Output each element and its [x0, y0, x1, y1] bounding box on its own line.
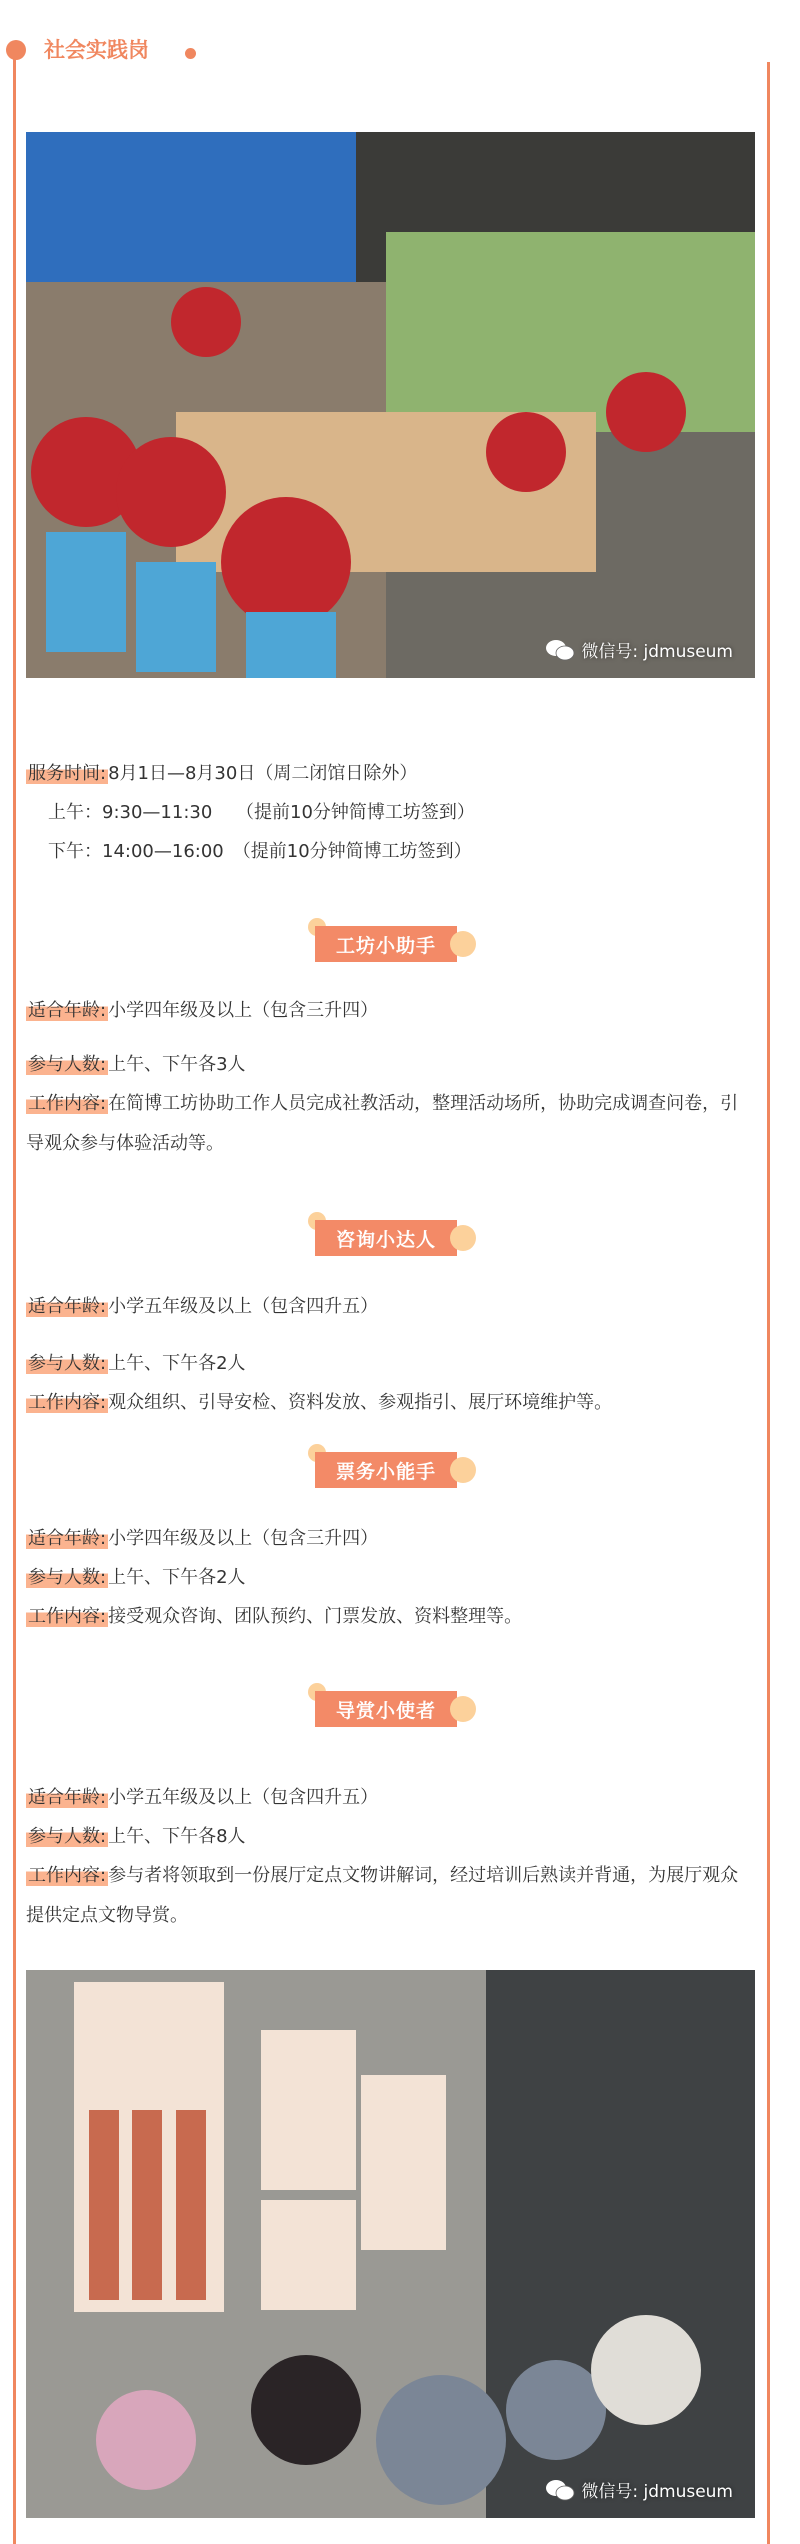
photo-exhibition: [26, 1970, 755, 2518]
role-tag-ticket-helper: [308, 1444, 473, 1488]
watermark: [545, 637, 733, 662]
role-age-line: [26, 1527, 756, 1551]
age-value: 小学五年级及以上（包含四升五）: [108, 1296, 379, 1317]
role-work-line: [26, 1856, 756, 1936]
role-count-line: [26, 1352, 756, 1376]
age-value: 小学四年级及以上（包含三升四）: [108, 1000, 379, 1021]
service-time-dates: 8月1日—8月30日（周二闭馆日除外）: [108, 763, 418, 784]
role-tag-consult-expert: [308, 1212, 473, 1256]
count-value: 上午、下午各2人: [108, 1567, 246, 1588]
title-dot-right: [185, 48, 196, 59]
count-label: 参与人数:: [28, 1567, 107, 1588]
count-value: 上午、下午各8人: [108, 1826, 246, 1847]
watermark-text: 微信号: jdmuseum: [581, 2482, 733, 2502]
count-label: 参与人数:: [28, 1353, 107, 1374]
left-border-line: [13, 58, 16, 2544]
section-title: 社会实践岗: [44, 38, 149, 62]
role-age-line: [26, 999, 756, 1023]
role-tag-label: 导赏小使者: [315, 1691, 457, 1727]
work-label: 工作内容:: [28, 1093, 107, 1114]
age-value: 小学五年级及以上（包含四升五）: [108, 1787, 379, 1808]
role-age-line: [26, 1295, 756, 1319]
role-work-line: [26, 1391, 756, 1415]
wechat-icon: [545, 2479, 575, 2501]
title-dot-left: [6, 40, 26, 60]
role-count-line: [26, 1825, 756, 1849]
right-border-line: [767, 62, 770, 2544]
role-count-line: [26, 1566, 756, 1590]
age-label: 适合年龄:: [28, 1787, 107, 1808]
role-tag-label: 咨询小达人: [315, 1220, 457, 1256]
age-label: 适合年龄:: [28, 1528, 107, 1549]
work-value: 在简博工坊协助工作人员完成社教活动，整理活动场所，协助完成调查问卷，引导观众参与体验活动等。: [26, 1093, 739, 1154]
work-value: 参与者将领取到一份展厅定点文物讲解词，经过培训后熟读并背通，为展厅观众提供定点文物导赏。: [26, 1865, 739, 1926]
service-time-afternoon: 下午：14:00—16:00 （提前10分钟简博工坊签到）: [48, 841, 472, 862]
work-value: 观众组织、引导安检、资料发放、参观指引、展厅环境维护等。: [108, 1392, 613, 1413]
work-label: 工作内容:: [28, 1865, 107, 1886]
role-count-line: [26, 1053, 756, 1077]
role-tag-guide-ambassador: [308, 1683, 473, 1727]
count-value: 上午、下午各2人: [108, 1353, 246, 1374]
service-time-label: 服务时间:: [28, 763, 107, 784]
work-label: 工作内容:: [28, 1606, 107, 1627]
role-work-line: [26, 1605, 756, 1629]
count-label: 参与人数:: [28, 1054, 107, 1075]
count-label: 参与人数:: [28, 1826, 107, 1847]
watermark: [545, 2477, 733, 2502]
role-tag-workshop-helper: [308, 918, 473, 962]
age-label: 适合年龄:: [28, 1000, 107, 1021]
role-work-line: [26, 1084, 756, 1164]
role-age-line: [26, 1786, 756, 1810]
age-value: 小学四年级及以上（包含三升四）: [108, 1528, 379, 1549]
work-value: 接受观众咨询、团队预约、门票发放、资料整理等。: [108, 1606, 523, 1627]
watermark-text: 微信号: jdmuseum: [581, 642, 733, 662]
photo-classroom: [26, 132, 755, 678]
age-label: 适合年龄:: [28, 1296, 107, 1317]
role-tag-label: 工坊小助手: [315, 926, 457, 962]
count-value: 上午、下午各3人: [108, 1054, 246, 1075]
service-time-morning: 上午：9:30—11:30 （提前10分钟简博工坊签到）: [48, 802, 475, 823]
work-label: 工作内容:: [28, 1392, 107, 1413]
role-tag-label: 票务小能手: [315, 1452, 457, 1488]
wechat-icon: [545, 639, 575, 661]
service-time-line: [26, 762, 756, 786]
